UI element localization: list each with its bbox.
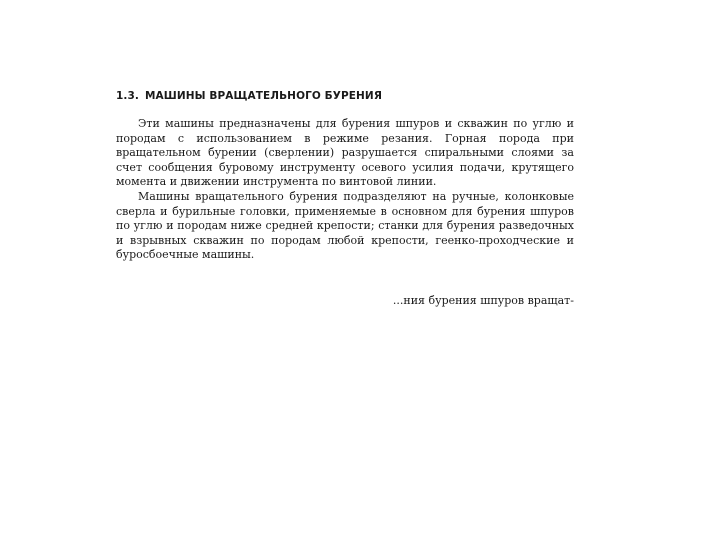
- section-number: 1.3.: [116, 90, 139, 102]
- paragraph: Эти машины предназначены для бурения шпуров и скважин по углю и породам с использованием в режиме резания. Горная порода при вращательном бурении (сверлении) разрушается спиральными слоями за счет сообщения буровому инструменту осевого усилия подачи, крутящего момента и движении инструмента по винтовой линии.: [116, 117, 574, 189]
- section-heading: [116, 90, 574, 102]
- cut-off-line-text: ...ния бурения шпуров вращат-: [392, 294, 574, 307]
- cut-off-line: [116, 294, 574, 307]
- document-body: [116, 90, 574, 263]
- paragraph: Машины вращательного бурения подразделяют на ручные, колонковые сверла и бурильные головки, применяемые в основном для бурения шпуров по углю и породам ниже средней крепости; станки для бурения разведочных и взрывных скважин по породам любой крепости, геенко-проходческие и буросбоечные машины.: [116, 189, 574, 262]
- section-title: МАШИНЫ ВРАЩАТЕЛЬНОГО БУРЕНИЯ: [145, 90, 382, 102]
